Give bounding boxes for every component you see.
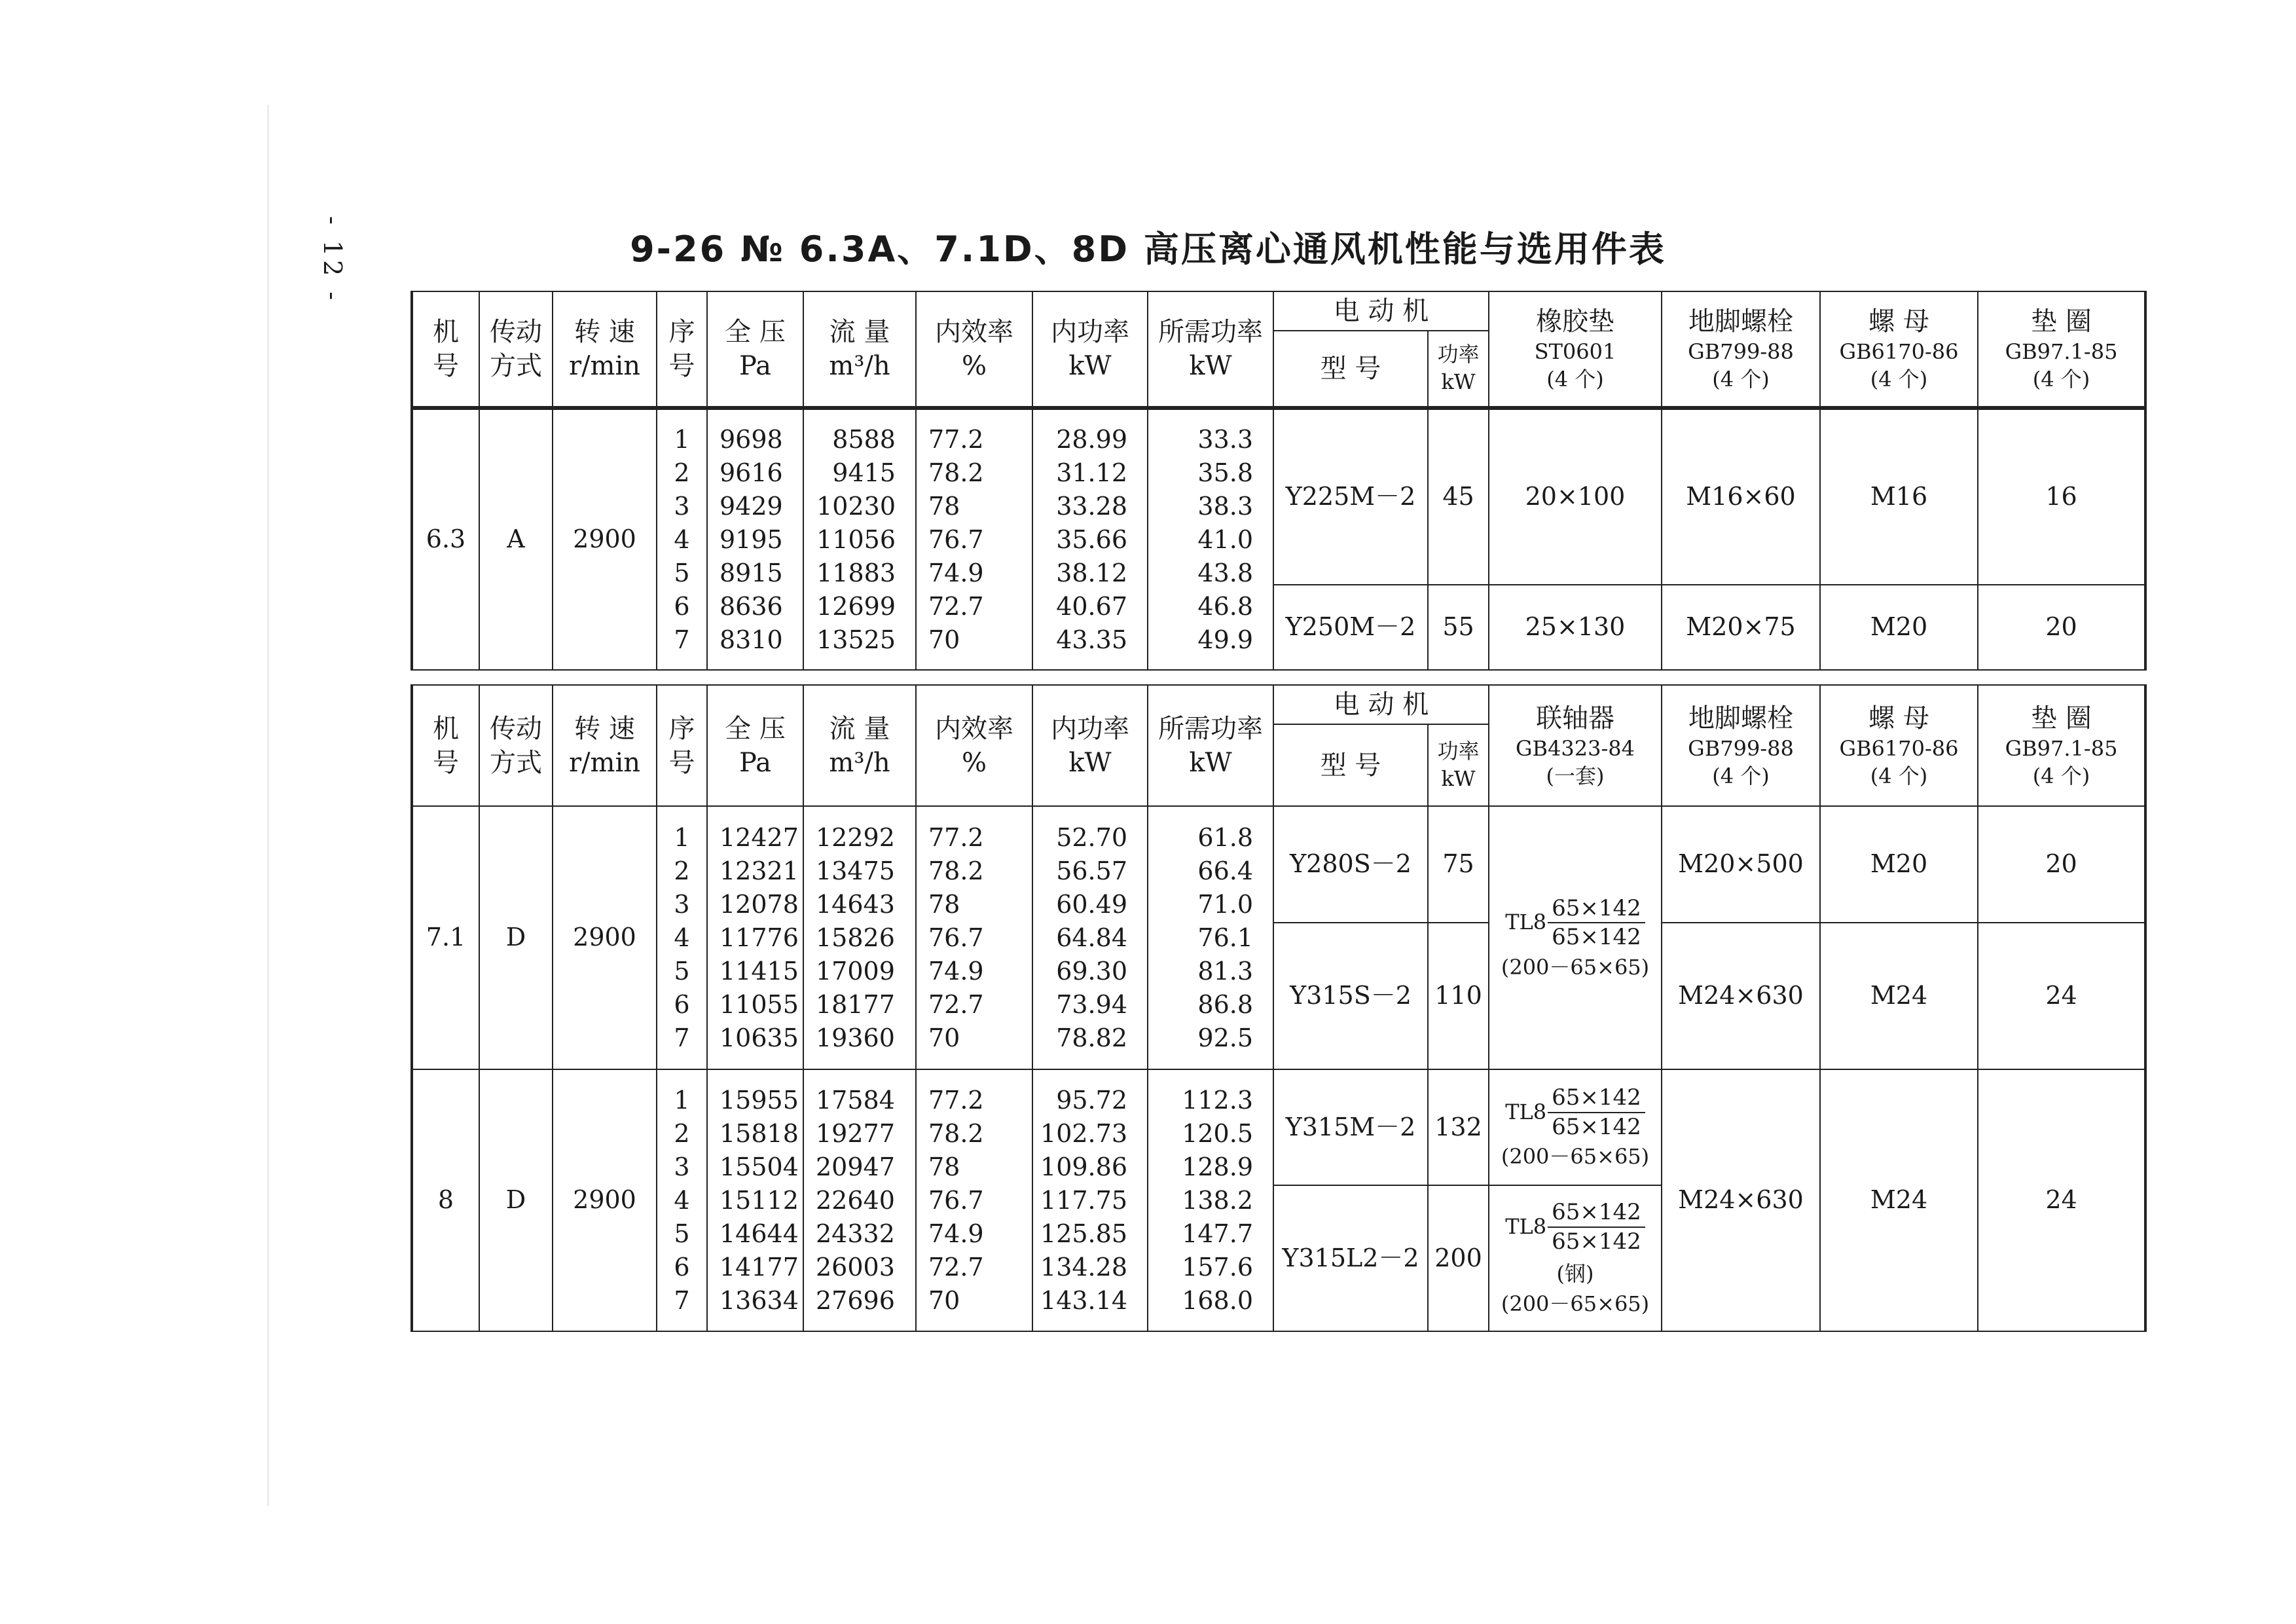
cell-seq-list: 1 2 3 4 5 6 7 bbox=[657, 1069, 707, 1331]
cell-liuliang-list: 8588 9415 10230 11056 11883 12699 13525 bbox=[803, 408, 916, 670]
col-motor-power: 功率 kW bbox=[1428, 724, 1489, 806]
col-zhuansu: 转 速 r/min bbox=[553, 685, 657, 806]
cell-liuliang-list: 17584 19277 20947 22640 24332 26003 27696 bbox=[803, 1069, 916, 1331]
cell-suoxu-list: 33.3 35.8 38.3 41.0 43.8 46.8 49.9 bbox=[1148, 408, 1273, 670]
cell-part4: 16 bbox=[1978, 408, 2145, 585]
cell-neixiaolv-list: 77.2 78.2 78 76.7 74.9 72.7 70 bbox=[916, 806, 1032, 1069]
cell-neixiaolv-list: 77.2 78.2 78 76.7 74.9 72.7 70 bbox=[916, 1069, 1032, 1331]
col-part2: 地脚螺栓 GB799-88 (4 个) bbox=[1662, 291, 1820, 408]
cell-coupling bbox=[1489, 1069, 1662, 1185]
performance-table-6-3 bbox=[410, 291, 2147, 671]
col-chuandong: 传动 方式 bbox=[479, 291, 553, 408]
cell-zhuansu: 2900 bbox=[553, 408, 657, 670]
cell-neigonglv-list: 52.70 56.57 60.49 64.84 69.30 73.94 78.82 bbox=[1032, 806, 1148, 1069]
cell-chuandong: D bbox=[479, 1069, 553, 1331]
cell-motor-power: 55 bbox=[1428, 585, 1489, 670]
col-motor-power: 功率 kW bbox=[1428, 331, 1489, 408]
coupling-dim: (200－65×65) bbox=[1501, 1291, 1650, 1316]
coupling-dim: (200－65×65) bbox=[1501, 1144, 1650, 1170]
cell-part3: M20 bbox=[1820, 806, 1978, 923]
cell-jihao: 7.1 bbox=[412, 806, 479, 1069]
coupling-den: 65×142 bbox=[1552, 1113, 1641, 1140]
cell-quanya-list: 15955 15818 15504 15112 14644 14177 13634 bbox=[707, 1069, 803, 1331]
cell-part2: M16×60 bbox=[1662, 408, 1820, 585]
cell-zhuansu: 2900 bbox=[553, 1069, 657, 1331]
cell-neixiaolv-list: 77.2 78.2 78 76.7 74.9 72.7 70 bbox=[916, 408, 1032, 670]
coupling-fraction bbox=[1548, 895, 1645, 951]
cell-motor-model: Y315L2－2 bbox=[1273, 1185, 1428, 1331]
cell-part2: M24×630 bbox=[1662, 923, 1820, 1069]
cell-motor-power: 132 bbox=[1428, 1069, 1489, 1185]
cell-part4: 24 bbox=[1978, 923, 2145, 1069]
cell-zhuansu: 2900 bbox=[553, 806, 657, 1069]
coupling-prefix: TL8 bbox=[1505, 910, 1547, 935]
cell-motor-model: Y315S－2 bbox=[1273, 923, 1428, 1069]
cell-motor-power: 75 bbox=[1428, 806, 1489, 923]
col-chuandong: 传动 方式 bbox=[479, 685, 553, 806]
cell-part2: M20×500 bbox=[1662, 806, 1820, 923]
cell-chuandong: A bbox=[479, 408, 553, 670]
cell-motor-model: Y315M－2 bbox=[1273, 1069, 1428, 1185]
col-motor: 电 动 机 bbox=[1273, 291, 1489, 331]
performance-table-7-1-8 bbox=[410, 684, 2147, 1332]
col-motor-model: 型 号 bbox=[1273, 724, 1428, 806]
coupling-num: 65×142 bbox=[1548, 895, 1645, 924]
table-header-row bbox=[412, 291, 2145, 331]
cell-jihao: 6.3 bbox=[412, 408, 479, 670]
col-quanya: 全 压 Pa bbox=[707, 291, 803, 408]
cell-part3: M20 bbox=[1820, 585, 1978, 670]
cell-suoxu-list: 112.3 120.5 128.9 138.2 147.7 157.6 168.0 bbox=[1148, 1069, 1273, 1331]
col-neigonglv: 内功率 kW bbox=[1032, 685, 1148, 806]
cell-motor-model: Y280S－2 bbox=[1273, 806, 1428, 923]
cell-neigonglv-list: 95.72 102.73 109.86 117.75 125.85 134.28 143.14 bbox=[1032, 1069, 1148, 1331]
cell-motor-power: 45 bbox=[1428, 408, 1489, 585]
coupling-prefix: TL8 bbox=[1505, 1099, 1547, 1124]
cell-jihao: 8 bbox=[412, 1069, 479, 1331]
cell-part3: M24 bbox=[1820, 923, 1978, 1069]
coupling-fraction bbox=[1548, 1198, 1645, 1255]
table-row bbox=[412, 1069, 2145, 1185]
col-part1: 橡胶垫 ST0601 (4 个) bbox=[1489, 291, 1662, 408]
cell-part4: 20 bbox=[1978, 806, 2145, 923]
cell-part2: M20×75 bbox=[1662, 585, 1820, 670]
col-neixiaolv: 内效率 % bbox=[916, 291, 1032, 408]
col-part4: 垫 圈 GB97.1-85 (4 个) bbox=[1978, 291, 2145, 408]
cell-part4: 20 bbox=[1978, 585, 2145, 670]
col-zhuansu: 转 速 r/min bbox=[553, 291, 657, 408]
col-jihao: 机 号 bbox=[412, 685, 479, 806]
col-quanya: 全 压 Pa bbox=[707, 685, 803, 806]
table-row bbox=[412, 408, 2145, 585]
cell-liuliang-list: 12292 13475 14643 15826 17009 18177 19360 bbox=[803, 806, 916, 1069]
cell-part1: 20×100 bbox=[1489, 408, 1662, 585]
col-part4: 垫 圈 GB97.1-85 (4 个) bbox=[1978, 685, 2145, 806]
col-motor-model: 型 号 bbox=[1273, 331, 1428, 408]
col-suoxu: 所需功率 kW bbox=[1148, 685, 1273, 806]
coupling-note: (钢) bbox=[1556, 1261, 1594, 1287]
col-liuliang: 流 量 m³/h bbox=[803, 291, 916, 408]
cell-coupling bbox=[1489, 806, 1662, 1069]
col-jihao: 机 号 bbox=[412, 291, 479, 408]
table-header-row bbox=[412, 685, 2145, 724]
cell-motor-power: 110 bbox=[1428, 923, 1489, 1069]
coupling-prefix: TL8 bbox=[1505, 1214, 1547, 1240]
cell-coupling bbox=[1489, 1185, 1662, 1331]
binding-line bbox=[267, 105, 269, 1506]
coupling-fraction bbox=[1548, 1084, 1645, 1141]
coupling-dim: (200－65×65) bbox=[1501, 954, 1650, 980]
cell-part2: M24×630 bbox=[1662, 1069, 1820, 1331]
page-number: - 12 - bbox=[318, 216, 347, 304]
cell-seq-list: 1 2 3 4 5 6 7 bbox=[657, 806, 707, 1069]
cell-quanya-list: 9698 9616 9429 9195 8915 8636 8310 bbox=[707, 408, 803, 670]
col-motor: 电 动 机 bbox=[1273, 685, 1489, 724]
cell-motor-model: Y225M－2 bbox=[1273, 408, 1428, 585]
cell-seq-list: 1 2 3 4 5 6 7 bbox=[657, 408, 707, 670]
col-part1: 联轴器 GB4323-84 (一套) bbox=[1489, 685, 1662, 806]
col-liuliang: 流 量 m³/h bbox=[803, 685, 916, 806]
cell-quanya-list: 12427 12321 12078 11776 11415 11055 10635 bbox=[707, 806, 803, 1069]
col-part3: 螺 母 GB6170-86 (4 个) bbox=[1820, 291, 1978, 408]
cell-motor-power: 200 bbox=[1428, 1185, 1489, 1331]
coupling-den: 65×142 bbox=[1552, 1228, 1641, 1255]
cell-part1: 25×130 bbox=[1489, 585, 1662, 670]
col-xuhao: 序 号 bbox=[657, 291, 707, 408]
page-title: 9-26 № 6.3A、7.1D、8D 高压离心通风机性能与选用件表 bbox=[630, 229, 1666, 270]
coupling-num: 65×142 bbox=[1548, 1198, 1645, 1228]
cell-chuandong: D bbox=[479, 806, 553, 1069]
cell-motor-model: Y250M－2 bbox=[1273, 585, 1428, 670]
cell-part3: M16 bbox=[1820, 408, 1978, 585]
cell-part4: 24 bbox=[1978, 1069, 2145, 1331]
cell-neigonglv-list: 28.99 31.12 33.28 35.66 38.12 40.67 43.35 bbox=[1032, 408, 1148, 670]
cell-part3: M24 bbox=[1820, 1069, 1978, 1331]
col-part3: 螺 母 GB6170-86 (4 个) bbox=[1820, 685, 1978, 806]
coupling-num: 65×142 bbox=[1548, 1084, 1645, 1113]
cell-suoxu-list: 61.8 66.4 71.0 76.1 81.3 86.8 92.5 bbox=[1148, 806, 1273, 1069]
col-neigonglv: 内功率 kW bbox=[1032, 291, 1148, 408]
col-suoxu: 所需功率 kW bbox=[1148, 291, 1273, 408]
col-neixiaolv: 内效率 % bbox=[916, 685, 1032, 806]
table-row bbox=[412, 806, 2145, 923]
col-part2: 地脚螺栓 GB799-88 (4 个) bbox=[1662, 685, 1820, 806]
col-xuhao: 序 号 bbox=[657, 685, 707, 806]
coupling-den: 65×142 bbox=[1552, 924, 1641, 951]
